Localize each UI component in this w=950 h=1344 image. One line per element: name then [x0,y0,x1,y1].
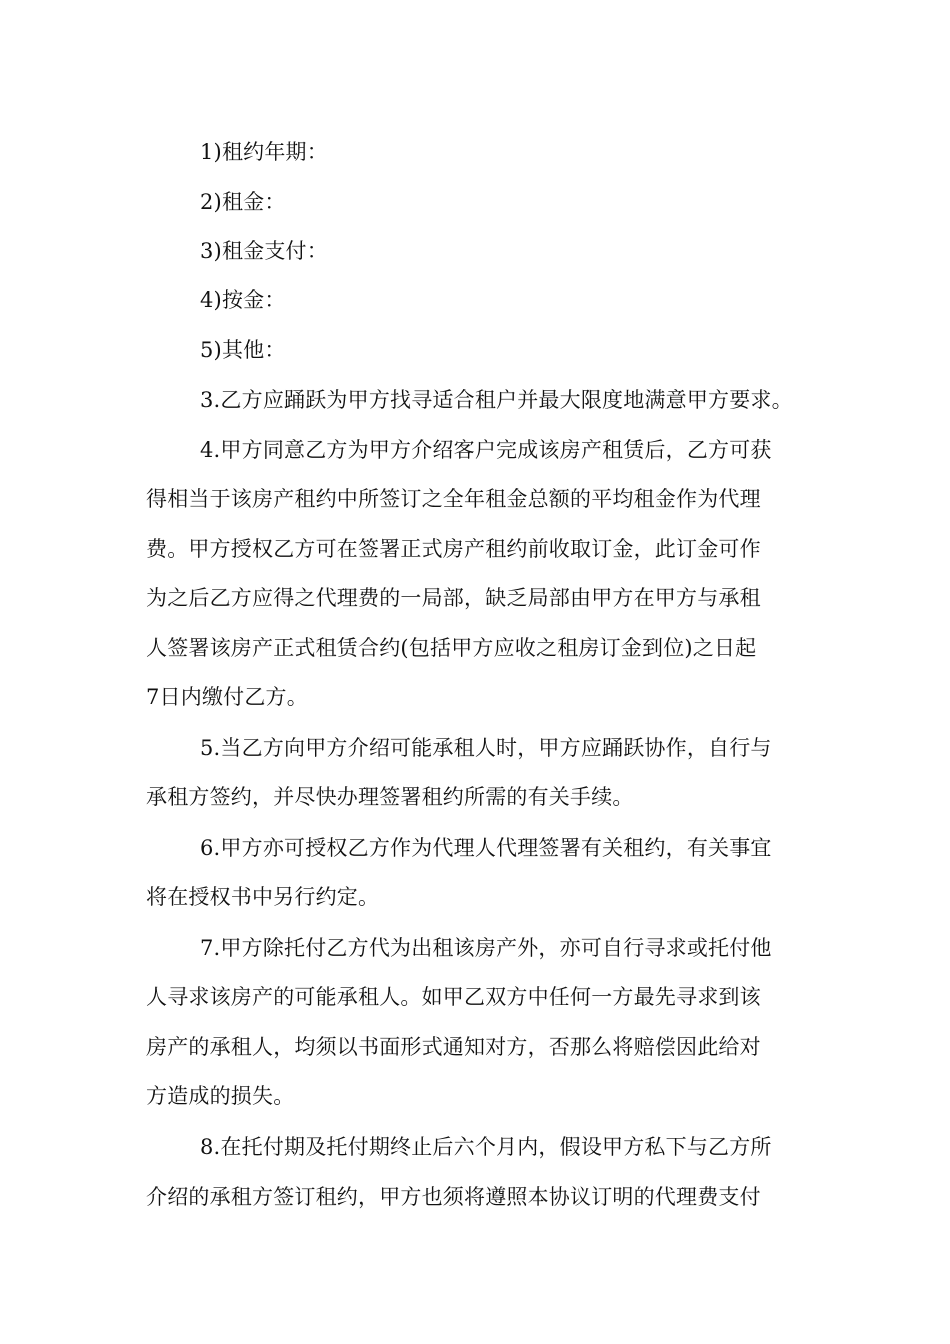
rent-item: 2)租金： [200,190,286,214]
clause-4-line-1: 4.甲方同意乙方为甲方介绍客户完成该房产租赁后，乙方可获 [200,438,772,462]
clause-4-line-5: 人签署该房产正式租赁合约(包括甲方应收之租房订金到位)之日起 [146,636,757,660]
clause-5-line-2: 承租方签约，并尽快办理签署租约所需的有关手续。 [146,785,634,809]
clause-7-line-1: 7.甲方除托付乙方代为出租该房产外，亦可自行寻求或托付他 [200,936,772,960]
clause-5-line-1: 5.当乙方向甲方介绍可能承租人时，甲方应踊跃协作，自行与 [200,736,772,760]
other-item: 5)其他： [200,338,286,362]
clause-8-line-1: 8.在托付期及托付期终止后六个月内，假设甲方私下与乙方所 [200,1135,772,1159]
clause-4-line-2: 得相当于该房产租约中所签订之全年租金总额的平均租金作为代理 [146,487,761,511]
clause-4-line-6: 7日内缴付乙方。 [146,685,308,709]
rent-payment-item: 3)租金支付： [200,239,328,263]
clause-7-line-3: 房产的承租人，均须以书面形式通知对方，否那么将赔偿因此给对 [146,1035,761,1059]
clause-7-line-2: 人寻求该房产的可能承租人。如甲乙双方中任何一方最先寻求到该 [146,985,761,1009]
clause-3: 3.乙方应踊跃为甲方找寻适合租户并最大限度地满意甲方要求。 [200,388,793,412]
clause-6-line-1: 6.甲方亦可授权乙方作为代理人代理签署有关租约，有关事宜 [200,836,772,860]
lease-term-item: 1)租约年期： [200,140,328,164]
clause-7-line-4: 方造成的损失。 [146,1084,295,1108]
clause-8-line-2: 介绍的承租方签订租约，甲方也须将遵照本协议订明的代理费支付 [146,1185,761,1209]
clause-6-line-2: 将在授权书中另行约定。 [146,885,380,909]
clause-4-line-3: 费。甲方授权乙方可在签署正式房产租约前收取订金，此订金可作 [146,537,761,561]
clause-4-line-4: 为之后乙方应得之代理费的一局部，缺乏局部由甲方在甲方与承租 [146,586,761,610]
deposit-item: 4)按金： [200,288,286,312]
